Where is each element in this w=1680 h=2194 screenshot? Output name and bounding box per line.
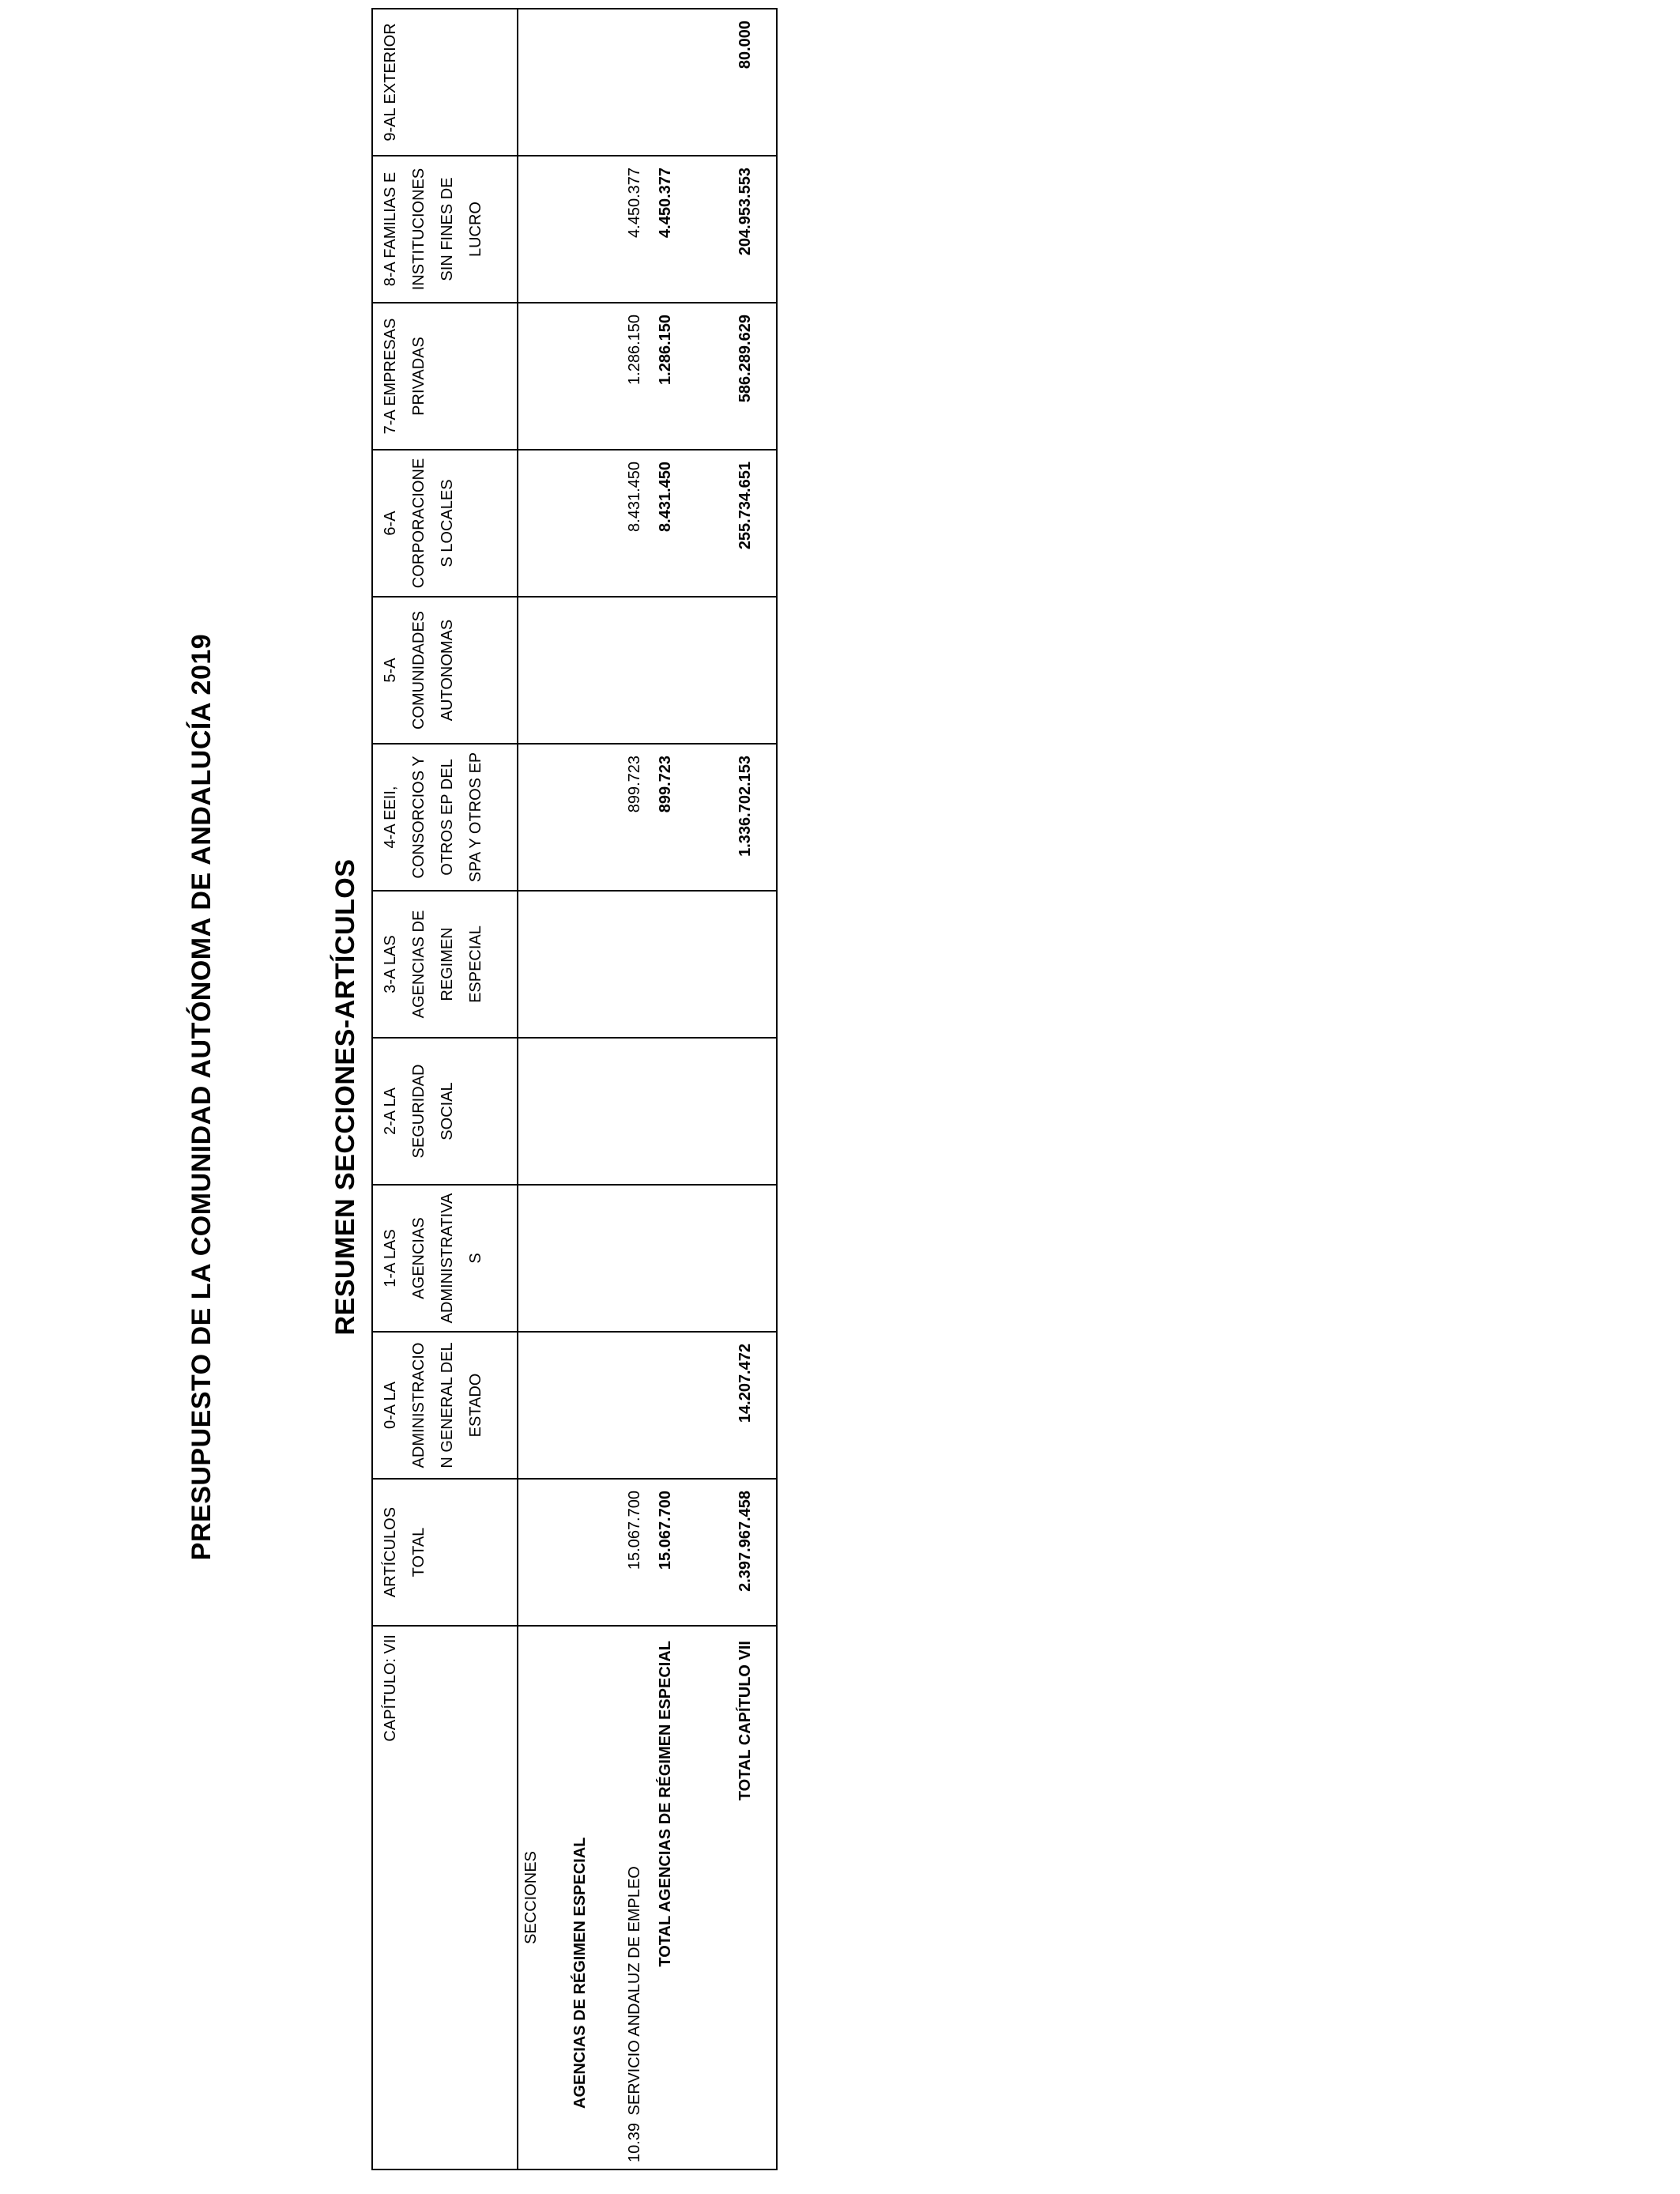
group-label: AGENCIAS DE RÉGIMEN ESPECIAL [571, 1837, 589, 2109]
column-header-line: LUCRO [467, 202, 484, 258]
column-header [372, 303, 518, 450]
budget-table [371, 8, 778, 2170]
value-column [518, 1332, 777, 1479]
column-header-line: COMUNIDADES [410, 611, 428, 730]
column-header-line: CONSORCIOS Y [410, 756, 428, 879]
capitulo-header: CAPÍTULO: VII [372, 1626, 518, 2169]
section-row-label [625, 1627, 644, 2169]
total-label: TOTAL CAPÍTULO VII [736, 1641, 754, 1801]
column-header-line: ESPECIAL [467, 925, 484, 1003]
column-header-line: REGIMEN [439, 927, 456, 1001]
column-header-line: ADMINISTRACIO [410, 1342, 428, 1468]
subtotal-value: 15.067.700 [657, 1491, 674, 1570]
total-value: 586.289.629 [736, 315, 754, 403]
column-header-line: INSTITUCIONES [410, 168, 428, 291]
column-header [372, 156, 518, 303]
column-header [372, 597, 518, 744]
subtotal-value: 4.450.377 [657, 168, 674, 238]
column-header-line: SPA Y OTROS EP [467, 752, 484, 883]
column-header-line: S [467, 1253, 484, 1264]
column-header-line: CORPORACIONE [410, 458, 428, 589]
subtotal-label: TOTAL AGENCIAS DE RÉGIMEN ESPECIAL [657, 1641, 674, 1967]
column-header-line: ADMINISTRATIVA [439, 1193, 456, 1324]
value-column [518, 1038, 777, 1185]
value-column [518, 891, 777, 1038]
column-header-line: 5-A [382, 658, 399, 683]
section-code: 10.39 [626, 2122, 643, 2162]
section-name: SERVICIO ANDALUZ DE EMPLEO [626, 1866, 643, 2116]
column-header-line: AGENCIAS DE [410, 910, 428, 1019]
row-value: 15.067.700 [626, 1491, 643, 1570]
value-column [518, 597, 777, 744]
column-header [372, 450, 518, 597]
total-value: 1.336.702.153 [736, 756, 754, 857]
total-value: 204.953.553 [736, 168, 754, 256]
column-header [372, 1038, 518, 1185]
row-value: 8.431.450 [626, 462, 643, 532]
column-header-line: 3-A LAS [382, 935, 399, 993]
secciones-header: SECCIONES [522, 1851, 540, 1944]
value-column [518, 156, 777, 303]
column-header-line: AGENCIAS [410, 1217, 428, 1299]
row-value: 1.286.150 [626, 315, 643, 385]
column-header-line: 6-A [382, 511, 399, 536]
column-header [372, 9, 518, 156]
column-header-line: 2-A LA [382, 1087, 399, 1136]
column-header-line: 1-A LAS [382, 1229, 399, 1287]
column-header-line: SOCIAL [439, 1082, 456, 1140]
column-header-line: 9-AL EXTERIOR [382, 23, 399, 141]
total-value: 2.397.967.458 [736, 1491, 754, 1592]
column-header-line: ARTÍCULOS [382, 1506, 399, 1598]
column-header-line: TOTAL [410, 1527, 428, 1578]
column-header [372, 891, 518, 1038]
total-value: 80.000 [736, 21, 754, 70]
column-header-line: ESTADO [467, 1373, 484, 1438]
column-header-line: 8-A FAMILIAS E [382, 172, 399, 287]
column-header-line: 7-A EMPRESAS [382, 318, 399, 435]
column-header-line: AUTONOMAS [439, 619, 456, 722]
page-subtitle: RESUMEN SECCIONES-ARTÍCULOS [330, 858, 360, 1336]
total-value: 14.207.472 [736, 1344, 754, 1423]
column-header-line: SIN FINES DE [439, 177, 456, 281]
column-header-line: PRIVADAS [410, 337, 428, 416]
column-header [372, 1185, 518, 1332]
column-header [372, 744, 518, 891]
value-column [518, 1479, 777, 1626]
value-column [518, 450, 777, 597]
column-header-line: 4-A EEII, [382, 786, 399, 849]
value-column [518, 1185, 777, 1332]
column-header-line: 0-A LA [382, 1381, 399, 1430]
row-value: 899.723 [626, 756, 643, 813]
page-title: PRESUPUESTO DE LA COMUNIDAD AUTÓNOMA DE ANDALUCÍA 2019 [186, 633, 217, 1561]
value-column [518, 303, 777, 450]
column-header [372, 1332, 518, 1479]
subtotal-value: 899.723 [657, 756, 674, 813]
secciones-cell [518, 1626, 777, 2169]
value-column [518, 744, 777, 891]
value-column [518, 9, 777, 156]
total-value: 255.734.651 [736, 462, 754, 550]
column-header-line: SEGURIDAD [410, 1064, 428, 1159]
column-header-line: S LOCALES [439, 479, 456, 567]
header-row [372, 9, 518, 2169]
column-header-line: OTROS EP DEL [439, 759, 456, 876]
column-header-line: N GENERAL DEL [439, 1342, 456, 1468]
subtotal-value: 1.286.150 [657, 315, 674, 385]
subtotal-value: 8.431.450 [657, 462, 674, 532]
row-value: 4.450.377 [626, 168, 643, 238]
column-header [372, 1479, 518, 1626]
body-row [518, 9, 777, 2169]
